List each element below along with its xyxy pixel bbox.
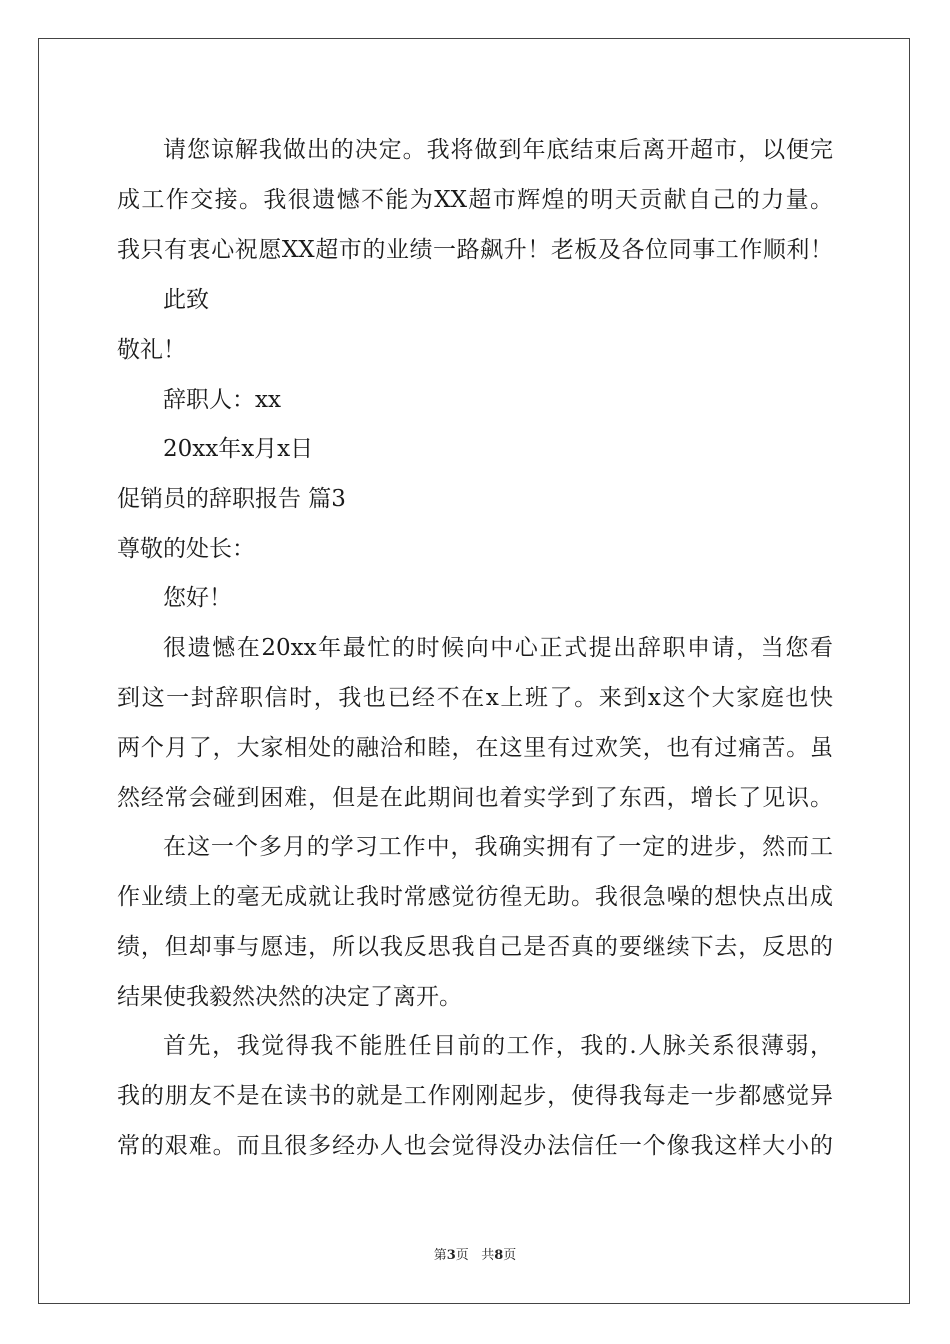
footer-page-suffix: 页 [455,1248,469,1263]
body-line: 然经常会碰到困难，但是在此期间也着实学到了东西，增长了见识。 [117,785,833,811]
body-line: 我只有衷心祝愿XX超市的业绩一路飙升！老板及各位同事工作顺利！ [117,237,833,263]
closing-regards: 敬礼！ [117,337,186,363]
body-line: 结果使我毅然决然的决定了离开。 [117,984,462,1010]
body-line: 常的艰难。而且很多经办人也会觉得没办法信任一个像我这样大小的 [117,1133,833,1159]
footer-total-suffix: 页 [503,1248,517,1263]
body-line: 绩，但却事与愿违，所以我反思我自己是否真的要继续下去，反思的 [117,934,833,960]
body-line: 两个月了，大家相处的融洽和睦，在这里有过欢笑，也有过痛苦。虽 [117,735,833,761]
footer-page-number: 3 [446,1248,456,1263]
body-line: 请您谅解我做出的决定。我将做到年底结束后离开超市，以便完 [163,137,833,163]
section-heading: 促销员的辞职报告 篇3 [117,486,346,512]
letter-recipient: 尊敬的处长： [117,536,255,562]
page-footer [0,1247,950,1265]
body-line: 我的朋友不是在读书的就是工作刚刚起步，使得我每走一步都感觉异 [117,1083,833,1109]
footer-total-pages: 8 [494,1248,504,1263]
body-line: 到这一封辞职信时，我也已经不在x上班了。来到x这个大家庭也快 [117,685,833,711]
closing-salutation: 此致 [163,287,209,313]
signature-date: 20xx年x月x日 [163,436,314,462]
letter-greeting: 您好！ [163,585,232,611]
page-border [38,38,910,1304]
body-line: 作业绩上的毫无成就让我时常感觉彷徨无助。我很急噪的想快点出成 [117,884,833,910]
footer-page-prefix: 第 [433,1248,447,1263]
footer-total-prefix: 共 [481,1248,495,1263]
body-line: 成工作交接。我很遗憾不能为XX超市辉煌的明天贡献自己的力量。 [117,187,833,213]
signature-name: 辞职人：xx [163,387,281,413]
body-line: 首先，我觉得我不能胜任目前的工作，我的.人脉关系很薄弱， [163,1033,833,1059]
body-line: 在这一个多月的学习工作中，我确实拥有了一定的进步，然而工 [163,834,833,860]
body-line: 很遗憾在20xx年最忙的时候向中心正式提出辞职申请，当您看 [163,635,833,661]
